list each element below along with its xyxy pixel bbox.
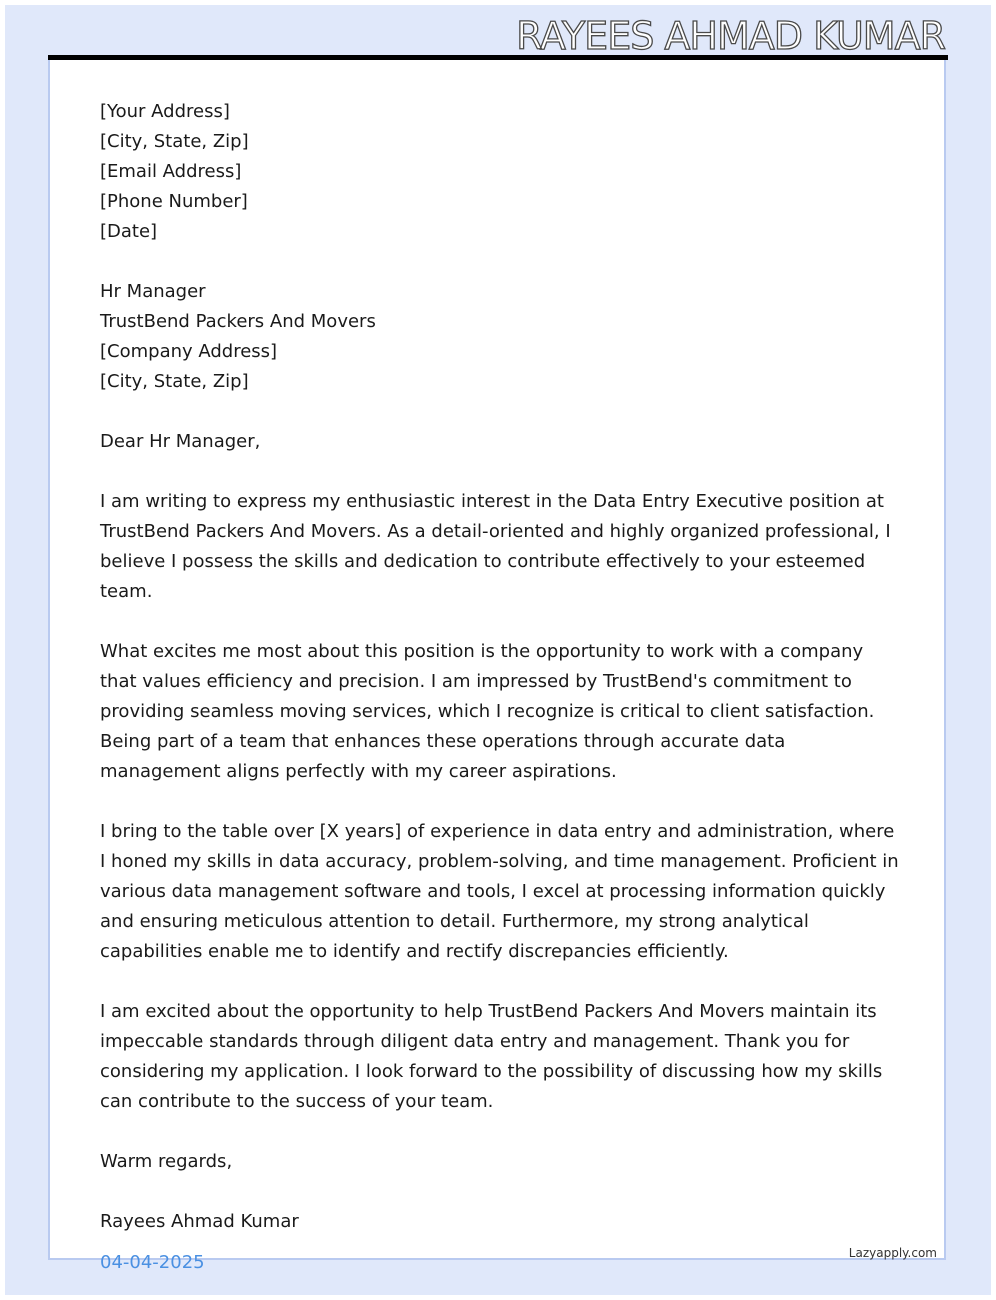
cover-letter xyxy=(100,97,900,1237)
recipient-address: [Company Address] xyxy=(100,341,278,362)
body-paragraph-2: What excites me most about this position is the opportunity to work with a company that values efficiency and precision. I am impressed by TrustBend's commitment to providing seamless moving services, which I recognize is critical to client satisfaction. Being part of a team that enhances these operations through accurate data management aligns perfectly with my career aspirations. xyxy=(100,641,875,782)
recipient-company: TrustBend Packers And Movers xyxy=(100,311,376,332)
recipient-title: Hr Manager xyxy=(100,281,206,302)
salutation: Dear Hr Manager, xyxy=(100,431,261,452)
signature-name: Rayees Ahmad Kumar xyxy=(100,1211,299,1232)
header-name: RAYEES AHMAD KUMAR xyxy=(516,14,945,58)
sender-email: [Email Address] xyxy=(100,161,242,182)
recipient-block xyxy=(100,277,900,397)
recipient-city-state-zip: [City, State, Zip] xyxy=(100,371,249,392)
closing: Warm regards, xyxy=(100,1151,233,1172)
sender-date: [Date] xyxy=(100,221,158,242)
body-paragraph-4: I am excited about the opportunity to help TrustBend Packers And Movers maintain its impeccable standards through diligent data entry and management. Thank you for considering my application. I look forward to the possibility of discussing how my skills can contribute to the success of your team. xyxy=(100,1001,883,1112)
sender-block xyxy=(100,97,900,247)
body-paragraph-3: I bring to the table over [X years] of experience in data entry and administration, where I honed my skills in data accuracy, problem-solving, and time management. Proficient in various data management software and tools, I excel at processing information quickly and ensuring meticulous attention to detail. Furthermore, my strong analytical capabilities enable me to identify and rectify discrepancies efficiently. xyxy=(100,821,899,962)
sender-phone: [Phone Number] xyxy=(100,191,248,212)
sender-city-state-zip: [City, State, Zip] xyxy=(100,131,249,152)
body-paragraph-1: I am writing to express my enthusiastic interest in the Data Entry Executive position at TrustBend Packers And Movers. As a detail-oriented and highly organized professional, I believe I possess the skills and dedication to contribute effectively to your esteemed team. xyxy=(100,491,891,602)
footer-site-label: Lazyapply.com xyxy=(848,1246,937,1260)
footer-date: 04-04-2025 xyxy=(100,1252,205,1273)
sender-address: [Your Address] xyxy=(100,101,230,122)
